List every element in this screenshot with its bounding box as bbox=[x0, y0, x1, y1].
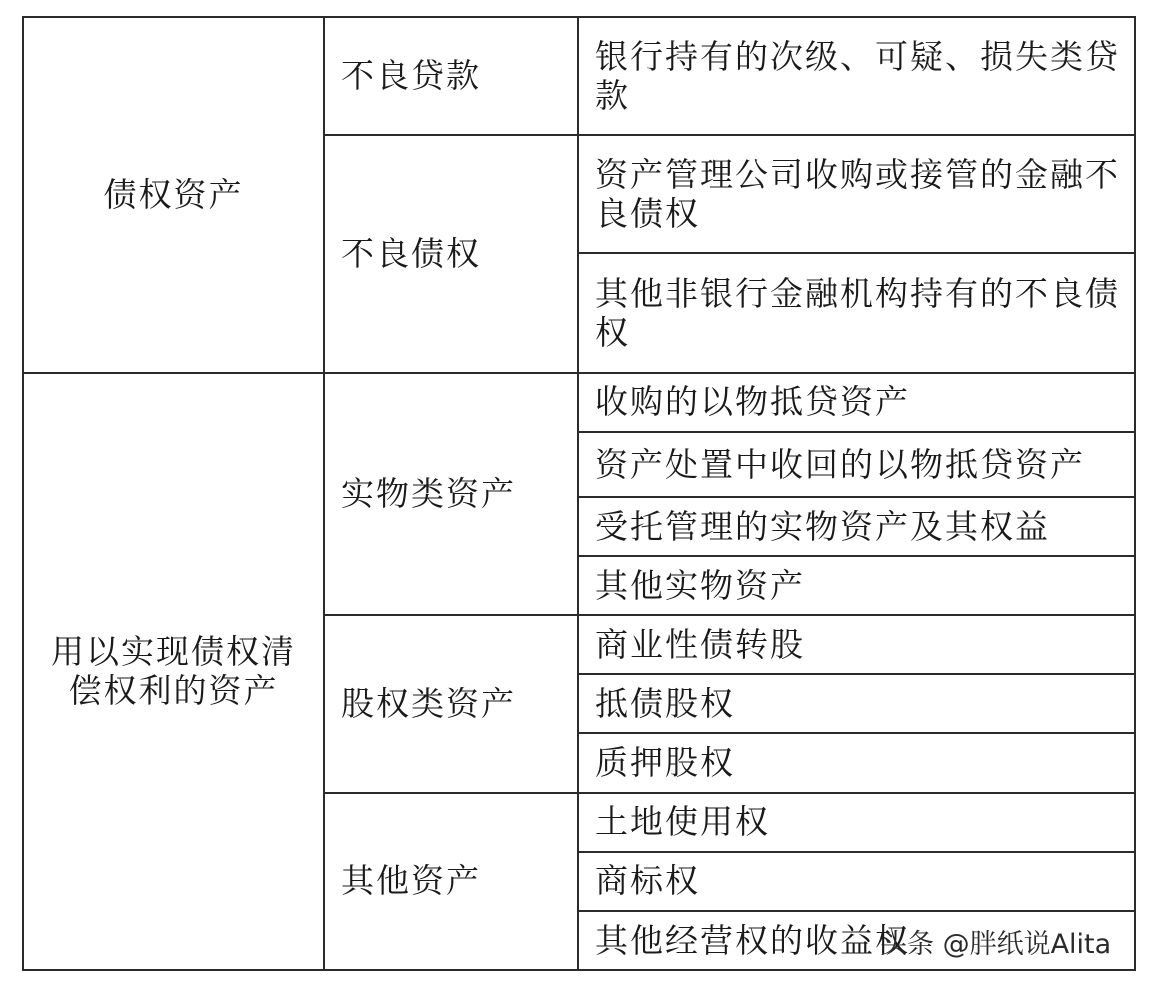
watermark: 头条 @胖纸说Alita bbox=[880, 929, 1112, 960]
category-cell-debt-repayment-assets: 用以实现债权清偿权利的资产 bbox=[23, 373, 324, 970]
subcategory-cell-non-performing-debt: 不良债权 bbox=[324, 135, 578, 372]
asset-classification-table-wrapper bbox=[22, 16, 1134, 971]
item-cell: 质押股权 bbox=[578, 733, 1135, 792]
subcategory-cell-physical-assets: 实物类资产 bbox=[324, 373, 578, 615]
subcategory-cell-equity-assets: 股权类资产 bbox=[324, 615, 578, 792]
item-cell: 其他实物资产 bbox=[578, 556, 1135, 615]
subcategory-cell-non-performing-loans: 不良贷款 bbox=[324, 17, 578, 135]
subcategory-cell-other-assets: 其他资产 bbox=[324, 793, 578, 971]
item-cell: 银行持有的次级、可疑、损失类贷款 bbox=[578, 17, 1135, 135]
table-row bbox=[23, 373, 1135, 432]
item-cell: 收购的以物抵贷资产 bbox=[578, 373, 1135, 432]
item-cell: 受托管理的实物资产及其权益 bbox=[578, 497, 1135, 556]
item-cell: 资产处置中收回的以物抵贷资产 bbox=[578, 432, 1135, 497]
category-cell-debt-assets: 债权资产 bbox=[23, 17, 324, 373]
asset-classification-table bbox=[22, 16, 1136, 971]
item-cell: 商业性债转股 bbox=[578, 615, 1135, 674]
item-cell: 其他经营权的收益权 bbox=[578, 911, 1135, 970]
item-cell: 其他非银行金融机构持有的不良债权 bbox=[578, 253, 1135, 372]
item-cell: 资产管理公司收购或接管的金融不良债权 bbox=[578, 135, 1135, 253]
table-row bbox=[23, 17, 1135, 135]
item-cell: 商标权 bbox=[578, 852, 1135, 911]
item-cell: 抵债股权 bbox=[578, 674, 1135, 733]
item-cell: 土地使用权 bbox=[578, 793, 1135, 852]
